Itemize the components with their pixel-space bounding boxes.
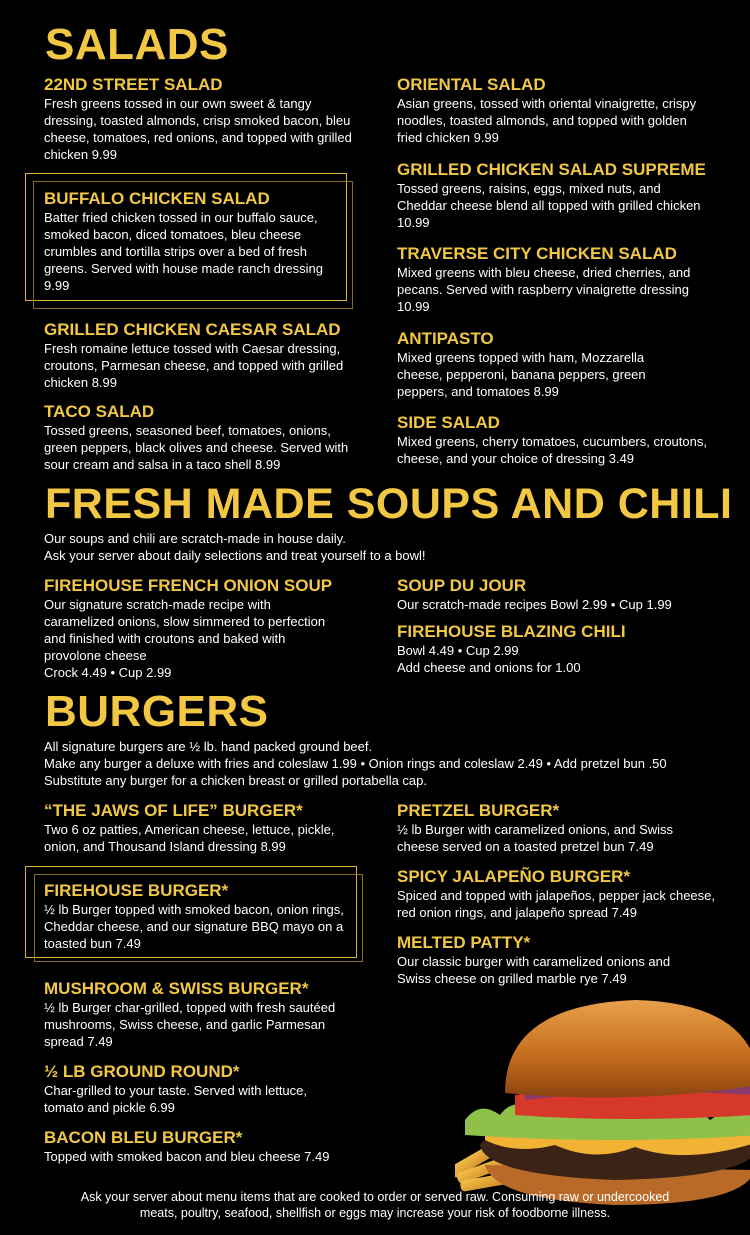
item-desc: Spiced and topped with jalapeños, pepper jack cheese, red onion rings, and jalapeño spread 7.49 xyxy=(397,888,715,920)
item-desc: Bowl 4.49 • Cup 2.99 xyxy=(397,643,519,658)
item-desc: Two 6 oz patties, American cheese, lettuce, pickle, onion, and Thousand Island dressing 8.99 xyxy=(44,822,335,854)
item-desc: Mixed greens, cherry tomatoes, cucumbers, croutons, cheese, and your choice of dressing 3.49 xyxy=(397,434,707,466)
item-desc: Topped with smoked bacon and bleu cheese 7.49 xyxy=(44,1149,330,1164)
item-name: BACON BLEU BURGER* xyxy=(44,1128,243,1147)
item-desc: Our classic burger with caramelized onions and Swiss cheese on grilled marble rye 7.49 xyxy=(397,954,671,986)
item-desc: Our signature scratch-made recipe with caramelized onions, slow simmered to perfection and finished with croutons and baked with provolone cheese xyxy=(44,597,326,663)
item-name: SOUP DU JOUR xyxy=(397,576,527,595)
salads-heading: SALADS xyxy=(45,20,229,69)
menu-item xyxy=(397,867,717,921)
item-desc: Fresh greens tossed in our own sweet & tangy dressing, toasted almonds, crisp smoked bacon, bleu cheese, tomatoes, red onions, and topped with grilled chicken 9.99 xyxy=(44,96,352,162)
burgers-intro-3: Substitute any burger for a chicken breast or grilled portabella cap. xyxy=(44,773,427,788)
menu-item xyxy=(44,1062,344,1116)
menu-item xyxy=(397,75,697,146)
item-desc: Our scratch-made recipes Bowl 2.99 • Cup 1.99 xyxy=(397,597,672,612)
soups-intro-2: Ask your server about daily selections and treat yourself to a bowl! xyxy=(44,548,426,563)
menu-item xyxy=(397,413,727,467)
item-name: ORIENTAL SALAD xyxy=(397,75,546,94)
menu-item xyxy=(44,1128,364,1165)
menu-item xyxy=(397,622,717,676)
item-desc: Batter fried chicken tossed in our buffalo sauce, smoked bacon, diced tomatoes, bleu cheese crumbles and tortilla strips over a bed of fresh greens. Served with house made ranch dressing 9.99 xyxy=(44,210,323,293)
item-name: SIDE SALAD xyxy=(397,413,500,432)
menu-item xyxy=(397,329,687,400)
footer-disclaimer xyxy=(30,1189,720,1221)
menu-item xyxy=(44,320,364,391)
item-desc: Asian greens, tossed with oriental vinaigrette, crispy noodles, toasted almonds, and topped with golden fried chicken 9.99 xyxy=(397,96,697,145)
item-name: GRILLED CHICKEN CAESAR SALAD xyxy=(44,320,341,339)
item-name: FIREHOUSE BURGER* xyxy=(44,881,229,900)
item-name: MUSHROOM & SWISS BURGER* xyxy=(44,979,309,998)
menu-item xyxy=(397,933,707,987)
item-desc: Char-grilled to your taste. Served with lettuce, tomato and pickle 6.99 xyxy=(44,1083,308,1115)
item-desc: Mixed greens topped with ham, Mozzarella cheese, pepperoni, banana peppers, green peppers, and tomatoes 8.99 xyxy=(397,350,646,399)
item-name: TRAVERSE CITY CHICKEN SALAD xyxy=(397,244,677,263)
item-name: FIREHOUSE FRENCH ONION SOUP xyxy=(44,576,333,595)
item-desc: ½ lb Burger topped with smoked bacon, onion rings, Cheddar cheese, and our signature BBQ mayo on a toasted bun 7.49 xyxy=(44,902,344,951)
menu-item xyxy=(397,801,707,855)
soups-intro-1: Our soups and chili are scratch-made in house daily. xyxy=(44,531,346,546)
item-name: ½ LB GROUND ROUND* xyxy=(44,1062,240,1081)
item-name: MELTED PATTY* xyxy=(397,933,531,952)
item-desc-2: Add cheese and onions for 1.00 xyxy=(397,660,581,675)
footer-line-1: Ask your server about menu items that are cooked to order or served raw. Consuming raw or undercooked xyxy=(80,1190,670,1204)
menu-item xyxy=(397,576,717,613)
burgers-intro-2: Make any burger a deluxe with fries and coleslaw 1.99 • Onion rings and coleslaw 2.49 • Add pretzel bun .50 xyxy=(44,756,667,771)
burgers-heading: BURGERS xyxy=(45,687,269,736)
item-name: SPICY JALAPEÑO BURGER* xyxy=(397,867,631,886)
item-name: 22ND STREET SALAD xyxy=(44,75,223,94)
item-desc: Tossed greens, raisins, eggs, mixed nuts, and Cheddar cheese blend all topped with grilled chicken 10.99 xyxy=(397,181,701,230)
menu-item xyxy=(44,801,364,855)
item-name: ANTIPASTO xyxy=(397,329,494,348)
menu-item-featured xyxy=(44,189,334,294)
item-desc: Mixed greens with bleu cheese, dried cherries, and pecans. Served with raspberry vinaigrette dressing 10.99 xyxy=(397,265,691,314)
item-desc: Fresh romaine lettuce tossed with Caesar dressing, croutons, Parmesan cheese, and topped with grilled chicken 8.99 xyxy=(44,341,344,390)
item-name: FIREHOUSE BLAZING CHILI xyxy=(397,622,626,641)
item-price: Crock 4.49 • Cup 2.99 xyxy=(44,665,172,680)
item-name: “THE JAWS OF LIFE” BURGER* xyxy=(44,801,303,820)
menu-item xyxy=(44,576,344,681)
menu-item xyxy=(397,244,707,315)
top-bun xyxy=(505,1000,750,1098)
menu-item xyxy=(44,402,364,473)
item-desc: ½ lb Burger with caramelized onions, and Swiss cheese served on a toasted pretzel bun 7.49 xyxy=(397,822,674,854)
burger-photo xyxy=(455,995,750,1210)
item-desc: ½ lb Burger char-grilled, topped with fresh sautéed mushrooms, Swiss cheese, and garlic Parmesan spread 7.49 xyxy=(44,1000,336,1049)
burgers-intro-1: All signature burgers are ½ lb. hand packed ground beef. xyxy=(44,739,373,754)
menu-item xyxy=(397,160,707,231)
footer-line-2: meats, poultry, seafood, shellfish or eggs may increase your risk of foodborne illness. xyxy=(139,1206,611,1220)
item-name: TACO SALAD xyxy=(44,402,155,421)
item-name: PRETZEL BURGER* xyxy=(397,801,560,820)
item-desc: Tossed greens, seasoned beef, tomatoes, onions, green peppers, black olives and cheese. Served with sour cream and salsa in a taco shell 8.99 xyxy=(44,423,349,472)
item-name: BUFFALO CHICKEN SALAD xyxy=(44,189,270,208)
soups-heading: FRESH MADE SOUPS AND CHILI xyxy=(45,480,733,528)
menu-item-featured xyxy=(44,881,344,952)
item-name: GRILLED CHICKEN SALAD SUPREME xyxy=(397,160,706,179)
menu-item xyxy=(44,979,344,1050)
menu-item xyxy=(44,75,364,163)
